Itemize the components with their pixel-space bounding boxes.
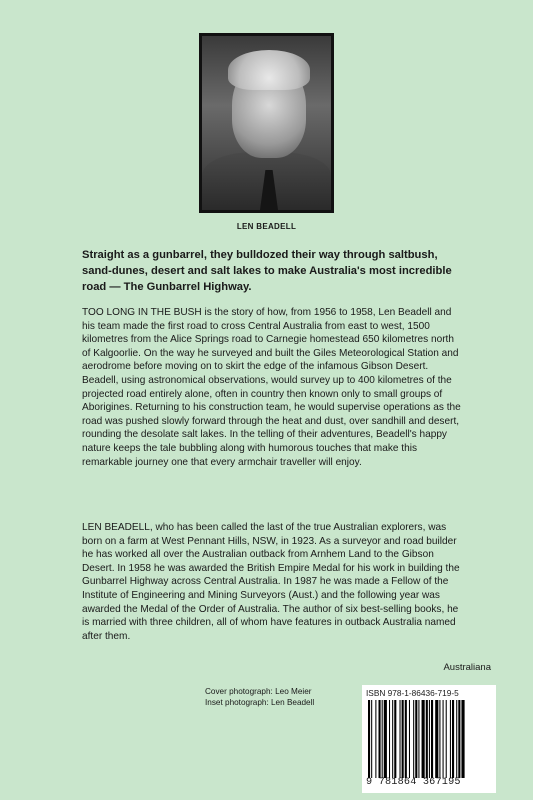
barcode-bar — [422, 700, 425, 778]
isbn-label: ISBN 978-1-86436-719-5 — [366, 688, 459, 698]
hair — [228, 50, 310, 90]
category-label: Australiana — [443, 662, 491, 673]
barcode-bar — [371, 700, 372, 778]
barcode-bar — [429, 700, 430, 778]
barcode-bar — [456, 700, 457, 778]
barcode-bar — [402, 700, 404, 778]
barcode-icon — [366, 700, 492, 778]
barcode-bar — [431, 700, 433, 778]
barcode-bar — [426, 700, 428, 778]
barcode-bar — [382, 700, 383, 778]
barcode-bar — [443, 700, 444, 778]
lead-blurb: Straight as a gunbarrel, they bulldozed their way through saltbush, sand-dunes, desert and salt lakes to make Australia's most incredible road — The Gunbarrel Highway. — [82, 249, 452, 293]
barcode-bar — [446, 700, 447, 778]
barcode-bar — [384, 700, 387, 778]
barcode-bar — [418, 700, 419, 778]
barcode-bar — [415, 700, 417, 778]
barcode-bar — [461, 700, 464, 778]
barcode-bar — [450, 700, 451, 778]
inset-credit: Inset photograph: Len Beadell — [205, 698, 315, 707]
cover-credit: Cover photograph: Leo Meier — [205, 687, 312, 696]
author-photo — [199, 33, 334, 213]
barcode-bar — [394, 700, 396, 778]
barcode-bar — [379, 700, 381, 778]
barcode-bar — [368, 700, 370, 778]
author-bio: LEN BEADELL, who has been called the last of the true Australian explorers, was born on a farm at West Pennant Hills, NSW, in 1923. As a surveyor and road builder he has worked all over the Australian outback from Arnhem Land to the Gibson Desert. In 1958 he was awarded the British Empire Medal for his work in building the Gunbarrel Highway across Central Australia. In 1987 he was made a Fellow of the Institute of Engineering and Mining Surveyors (Aust.) and the following year was awarded the Medal of the Order of Australia. The author of six best-selling books, he is married with three children, all of whom have features in outback Australia named after them. — [82, 522, 460, 642]
barcode-digits: 9 781864 367195 — [366, 777, 461, 788]
barcode-bar — [413, 700, 414, 778]
book-description: TOO LONG IN THE BUSH is the story of how, from 1956 to 1958, Len Beadell and his team made the first road to cross Central Australia from east to west, 1500 kilometres from the Alice Springs road to Carnegie homestead 650 kilometres north of Kalgoorlie. On the way he surveyed and built the Giles Meteorological Station and aerodrome before moving on to skirt the edge of the infamous Gibson Desert. Beadell, using astronomical observations, would survey up to 400 kilometres of the projected road entirely alone, often in country then known only to small groups of Aborigines. Returning to his construction team, he would supervise operations as the road was pushed slowly forward through the heat and dust, over sandhill and desert, rounding the desolate salt lakes. In the telling of their adventures, Beadell's happy nature keeps the tale bubbling along with humorous touches that make this remarkable journey one that every armchair traveller will enjoy. — [82, 307, 461, 468]
barcode-bar — [375, 700, 376, 778]
author-portrait-icon — [202, 36, 331, 210]
barcode-bar — [435, 700, 438, 778]
barcode-bar — [409, 700, 410, 778]
barcode-bar — [458, 700, 460, 778]
barcode-bar — [452, 700, 454, 778]
photo-caption: LEN BEADELL — [236, 222, 297, 231]
barcode-bar — [389, 700, 390, 778]
barcode-bar — [392, 700, 393, 778]
barcode-bar — [405, 700, 407, 778]
barcode-bar — [400, 700, 401, 778]
photo-credits — [205, 686, 314, 708]
barcode-bar — [439, 700, 440, 778]
barcode-box — [362, 685, 496, 793]
